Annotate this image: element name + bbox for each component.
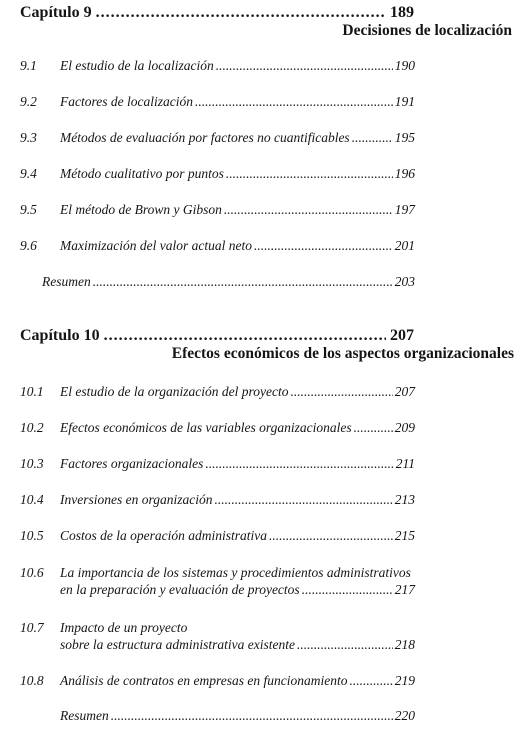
leader-dots [302,582,393,598]
entry-title-line: sobre la estructura administrativa existente [60,637,295,652]
chapter-10-heading: Capítulo 10 [20,327,100,344]
entry-title: Efectos económicos de las variables organizacionales [60,420,352,435]
leader-dots [93,274,393,290]
entry-page: 211 [395,456,415,471]
entry-title-line: en la preparación y evaluación de proyectos [60,582,300,597]
summary-page: 220 [394,708,415,723]
summary-label: Resumen [42,274,91,289]
entry-number: 9.4 [20,166,37,181]
entry-title: Factores de localización [60,94,193,109]
entry-title: El método de Brown y Gibson [60,202,222,217]
leader-dots [104,327,386,345]
entry-title: Maximización del valor actual neto [60,238,252,253]
entry-title-line: La importancia de los sistemas y procedimientos administrativos [60,565,411,580]
entry-title: El estudio de la localización [60,58,214,73]
leader-dots [224,202,393,218]
leader-dots [269,528,393,544]
entry-page: 218 [394,637,415,652]
entry-title-line: Impacto de un proyecto [60,620,188,635]
entry-title: Métodos de evaluación por factores no cuantificables [60,130,350,145]
leader-dots [354,420,393,436]
entry-page: 219 [394,673,415,688]
entry-number: 9.1 [20,58,37,73]
entry-number: 10.2 [20,420,44,435]
chapter-9-heading: Capítulo 9 [20,4,92,21]
entry-number: 10.8 [20,673,44,688]
leader-dots [226,166,393,182]
leader-dots [254,238,393,254]
leader-dots [352,130,393,146]
entry-number: 9.2 [20,94,37,109]
entry-page: 195 [394,130,415,145]
entry-page: 197 [394,202,415,217]
leader-dots [290,384,392,400]
entry-page: 196 [394,166,415,181]
leader-dots [216,58,393,74]
entry-title: Factores organizacionales [60,456,204,471]
entry-number: 10.1 [20,384,44,399]
leader-dots [111,708,393,724]
chapter-10-title: Efectos económicos de los aspectos organizacionales [171,345,514,362]
entry-number: 9.6 [20,238,37,253]
entry-page: 217 [394,582,415,597]
entry-title: Inversiones en organización [60,492,213,507]
summary-page: 203 [394,274,415,289]
entry-title: Análisis de contratos en empresas en funcionamiento [60,673,348,688]
entry-page: 191 [394,94,415,109]
entry-page: 207 [394,384,415,399]
entry-title: El estudio de la organización del proyecto [60,384,289,399]
chapter-10-summary [60,708,415,724]
chapter-9-title: Decisiones de localización [342,22,512,39]
leader-dots [195,94,393,110]
entry-page: 190 [394,58,415,73]
entry-page: 209 [394,420,415,435]
leader-dots [205,456,393,472]
leader-dots [349,673,392,689]
entry-page: 213 [394,492,415,507]
entry-number: 9.3 [20,130,37,145]
entry-number: 10.6 [20,565,44,580]
leader-dots [96,4,386,22]
entry-page: 201 [394,238,415,253]
entry-number: 10.7 [20,620,44,635]
entry-number: 10.5 [20,528,44,543]
leader-dots [297,637,393,653]
entry-title: Método cualitativo por puntos [60,166,224,181]
entry-number: 9.5 [20,202,37,217]
chapter-9-page: 189 [390,4,414,21]
entry-number: 10.3 [20,456,44,471]
chapter-10-page: 207 [390,327,414,344]
summary-label: Resumen [60,708,109,723]
entry-number: 10.4 [20,492,44,507]
chapter-9-heading-line [20,4,414,22]
chapter-9-summary [42,274,415,290]
leader-dots [214,492,392,508]
entry-page: 215 [394,528,415,543]
chapter-10-heading-line [20,327,414,345]
entry-title: Costos de la operación administrativa [60,528,267,543]
